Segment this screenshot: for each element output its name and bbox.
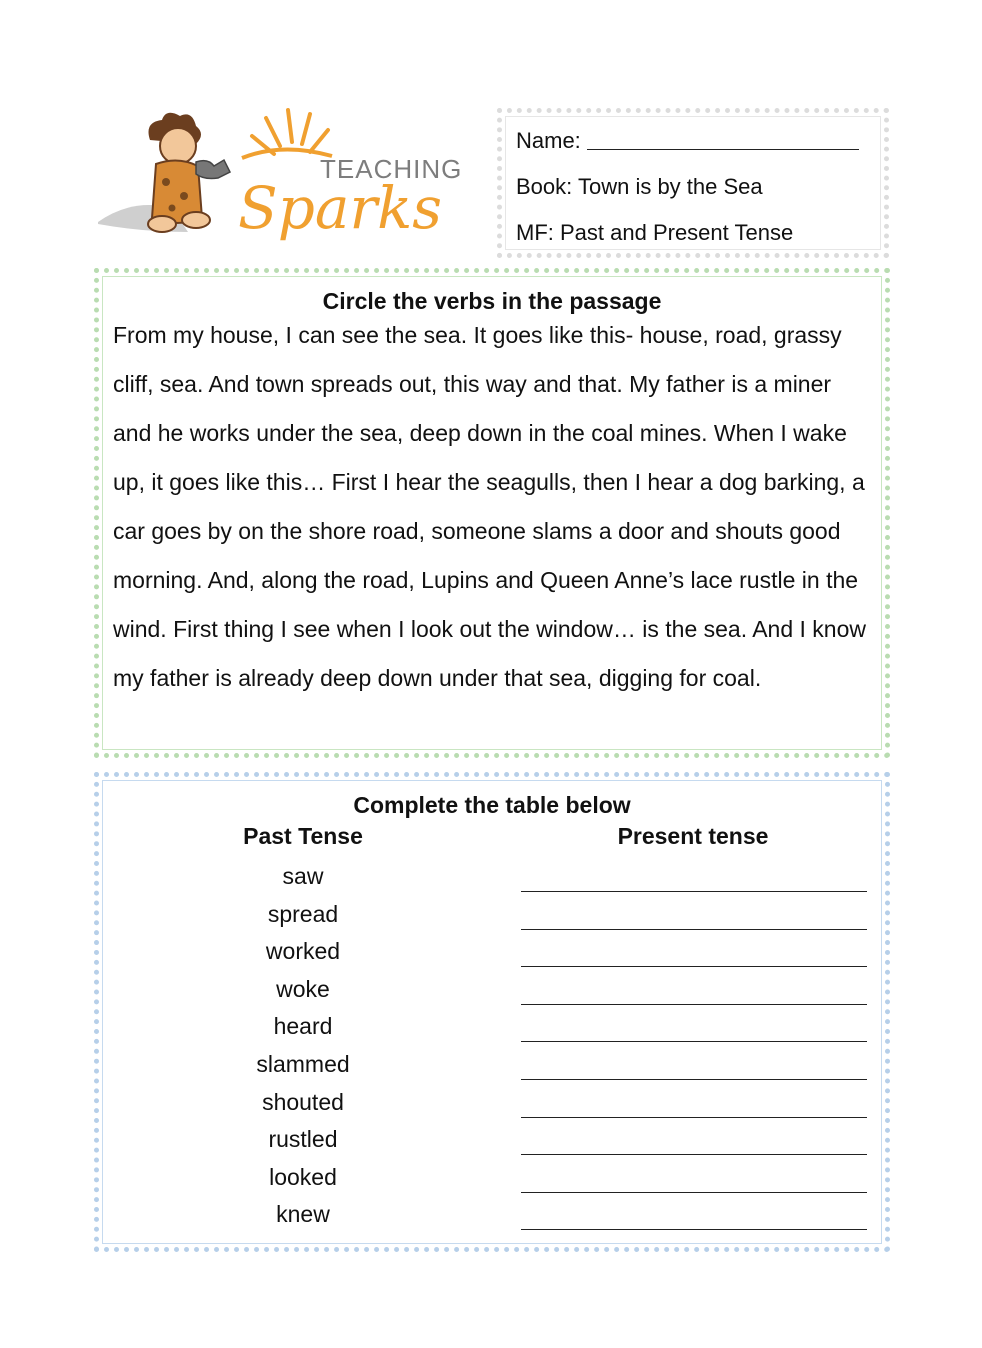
table-row	[113, 1083, 871, 1121]
passage-title: Circle the verbs in the passage	[322, 288, 662, 314]
table-header	[113, 821, 871, 855]
past-word: looked	[269, 1163, 337, 1190]
past-word: knew	[276, 1201, 330, 1228]
name-input-line[interactable]	[587, 125, 859, 150]
table-row	[113, 1120, 871, 1158]
past-word: woke	[276, 975, 330, 1002]
name-line	[516, 121, 870, 167]
present-answer-line[interactable]	[521, 1079, 867, 1080]
mf-label: MF: Past and Present Tense	[516, 220, 794, 245]
table-title: Complete the table below	[353, 792, 631, 818]
table-row	[113, 857, 871, 895]
passage-section	[94, 268, 890, 758]
logo-teaching-text: TEACHING	[320, 154, 462, 184]
past-word: spread	[267, 900, 339, 927]
table-row	[113, 895, 871, 933]
present-answer-line[interactable]	[521, 1004, 867, 1005]
present-answer-line[interactable]	[521, 1117, 867, 1118]
passage-text: From my house, I can see the sea. It goes like this- house, road, grassy cliff, sea. And town spreads out, this way and that. My father is a miner and he works under the sea, deep down in the coal mines. When I wake up, it goes like this… First I hear the seagulls, then I hear a dog barking, a car goes by on the shore road, someone slams a door and shouts good morning. And, along the road, Lupins and Queen Anne’s lace rustle in the wind. First thing I see when I look out the window… is the sea. And I know my father is already deep down under that sea, digging for coal.	[113, 322, 867, 691]
table-row	[113, 1158, 871, 1196]
past-word: slammed	[256, 1050, 350, 1077]
past-word: saw	[282, 863, 324, 889]
student-info-box	[497, 108, 889, 258]
book-label: Book: Town is by the Sea	[516, 174, 763, 199]
past-word: heard	[273, 1013, 333, 1040]
present-answer-line[interactable]	[521, 1192, 867, 1193]
past-tense-header: Past Tense	[243, 823, 363, 849]
table-row	[113, 970, 871, 1008]
present-answer-line[interactable]	[521, 891, 867, 892]
present-answer-line[interactable]	[521, 1154, 867, 1155]
table-row	[113, 932, 871, 970]
past-word: worked	[265, 938, 341, 965]
teaching-sparks-logo	[92, 100, 462, 250]
logo-sparks-text: Sparks	[238, 174, 443, 242]
tense-table-section	[94, 772, 890, 1252]
past-word: shouted	[262, 1088, 344, 1115]
table-row	[113, 1045, 871, 1083]
table-rows	[113, 857, 871, 1233]
present-answer-line[interactable]	[521, 1041, 867, 1042]
past-word: rustled	[268, 1126, 338, 1153]
name-label: Name:	[516, 128, 581, 153]
table-row	[113, 1007, 871, 1045]
present-answer-line[interactable]	[521, 966, 867, 967]
present-answer-line[interactable]	[521, 929, 867, 930]
table-row	[113, 1195, 871, 1233]
present-answer-line[interactable]	[521, 1229, 867, 1230]
present-tense-header: Present tense	[617, 823, 769, 849]
